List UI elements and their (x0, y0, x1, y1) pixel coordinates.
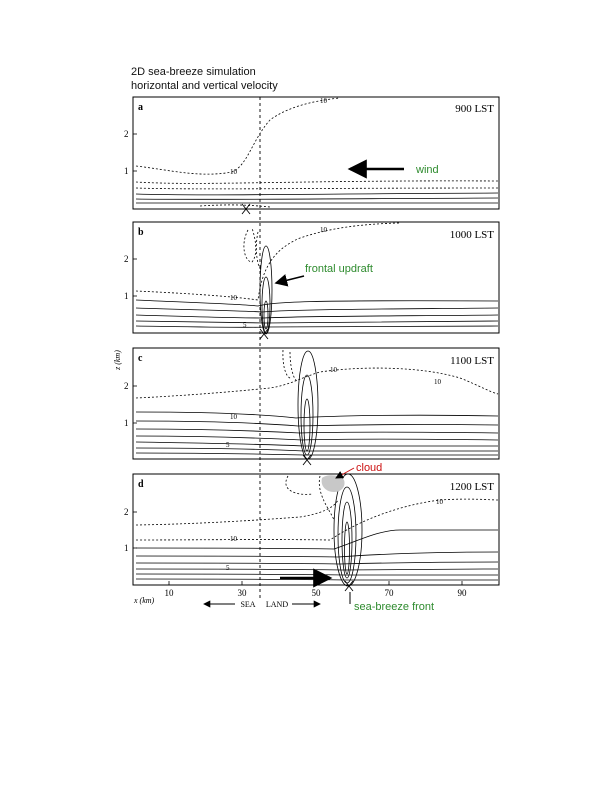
updraft-annotation: frontal updraft (305, 263, 373, 275)
contour-line (136, 552, 498, 557)
y-tick-label: 2 (124, 507, 129, 517)
cloud-pointer (336, 468, 354, 478)
contour-line (136, 223, 400, 300)
contour-label: 5 (226, 564, 230, 572)
contour-label: 10 (230, 535, 237, 543)
contour-line (136, 453, 498, 455)
panel-letter-d: d (138, 479, 144, 490)
contour-line (136, 308, 498, 312)
panel-time-a: 900 LST (455, 103, 494, 115)
contour-line (136, 198, 498, 199)
updraft-contour (260, 246, 272, 334)
panel-a-frame (133, 97, 499, 209)
y-tick-label: 1 (124, 543, 129, 553)
contour-label: 5 (243, 321, 247, 329)
y-tick-label: 1 (124, 291, 129, 301)
contour-line (136, 98, 340, 174)
panel-c-contours (136, 350, 498, 459)
y-tick-label: 1 (124, 418, 129, 428)
front-marker (303, 455, 311, 465)
contour-line (200, 205, 270, 207)
panel-a-contours (136, 98, 498, 207)
cloud-annotation: cloud (356, 462, 383, 474)
downdraft-contour (286, 476, 312, 494)
contour-label: 10 (230, 168, 237, 176)
contour-line (136, 412, 498, 418)
downdraft-contour (244, 228, 256, 262)
updraft-contour (342, 502, 352, 578)
contour-line (136, 448, 498, 451)
panel-d-contours (136, 474, 498, 586)
x-axis-label: x (km) (134, 596, 155, 605)
contour-line (136, 193, 498, 195)
contour-line (136, 436, 498, 440)
figure-title-line2: horizontal and vertical velocity (131, 80, 278, 92)
panel-d-frame (133, 474, 499, 585)
contour-label: 10 (320, 97, 327, 105)
y-ticks (133, 134, 137, 548)
panel-b-contours (136, 223, 498, 334)
contour-line (136, 569, 498, 570)
contour-label: 10 (320, 226, 327, 234)
contour-line (136, 181, 498, 184)
y-tick-label: 2 (124, 129, 129, 139)
x-tick-label: 30 (237, 588, 247, 598)
sea-label: SEA (240, 600, 256, 609)
contour-line (136, 500, 338, 525)
panel-time-d: 1200 LST (449, 481, 494, 493)
figure-title-line1: 2D sea-breeze simulation (131, 66, 256, 78)
y-tick-label: 2 (124, 381, 129, 391)
y-axis-label: z (km) (113, 350, 122, 370)
contour-label: 10 (434, 378, 441, 386)
panel-frames (133, 97, 499, 585)
contour-line (136, 499, 498, 540)
x-tick-label: 50 (311, 588, 321, 598)
y-tick-label: 2 (124, 254, 129, 264)
panel-time-c: 1100 LST (450, 355, 494, 367)
front-annotation: sea-breeze front (354, 601, 435, 613)
x-tick-label: 10 (164, 588, 174, 598)
wind-annotation: wind (416, 164, 439, 176)
contour-line (136, 300, 498, 306)
updraft-contour (338, 487, 356, 583)
contour-line (136, 188, 498, 189)
contour-line (136, 326, 498, 327)
contour-label: 10 (230, 294, 237, 302)
updraft-pointer (276, 276, 304, 283)
contour-label: 10 (436, 498, 443, 506)
contour-line (136, 562, 498, 564)
downdraft-contour (290, 352, 298, 381)
contour-line (136, 574, 498, 575)
land-label: LAND (265, 600, 289, 609)
panel-letter-c: c (138, 353, 143, 364)
contour-line (136, 321, 498, 323)
panel-c-frame (133, 348, 499, 459)
updraft-contour (304, 399, 310, 451)
updraft-contour (264, 301, 268, 329)
contour-line (136, 315, 498, 318)
y-tick-label: 1 (124, 166, 129, 176)
panel-time-b: 1000 LST (449, 229, 494, 241)
x-tick-label: 70 (384, 588, 394, 598)
contour-label: 10 (230, 413, 237, 421)
panel-letter-b: b (138, 227, 144, 238)
cloud-shading (322, 475, 345, 492)
x-ticks (169, 581, 462, 585)
contour-label: 5 (226, 441, 230, 449)
contour-label: 10 (330, 366, 337, 374)
updraft-contour (301, 375, 313, 455)
x-tick-label: 90 (457, 588, 467, 598)
panel-letter-a: a (138, 102, 143, 113)
contour-line (136, 442, 498, 446)
